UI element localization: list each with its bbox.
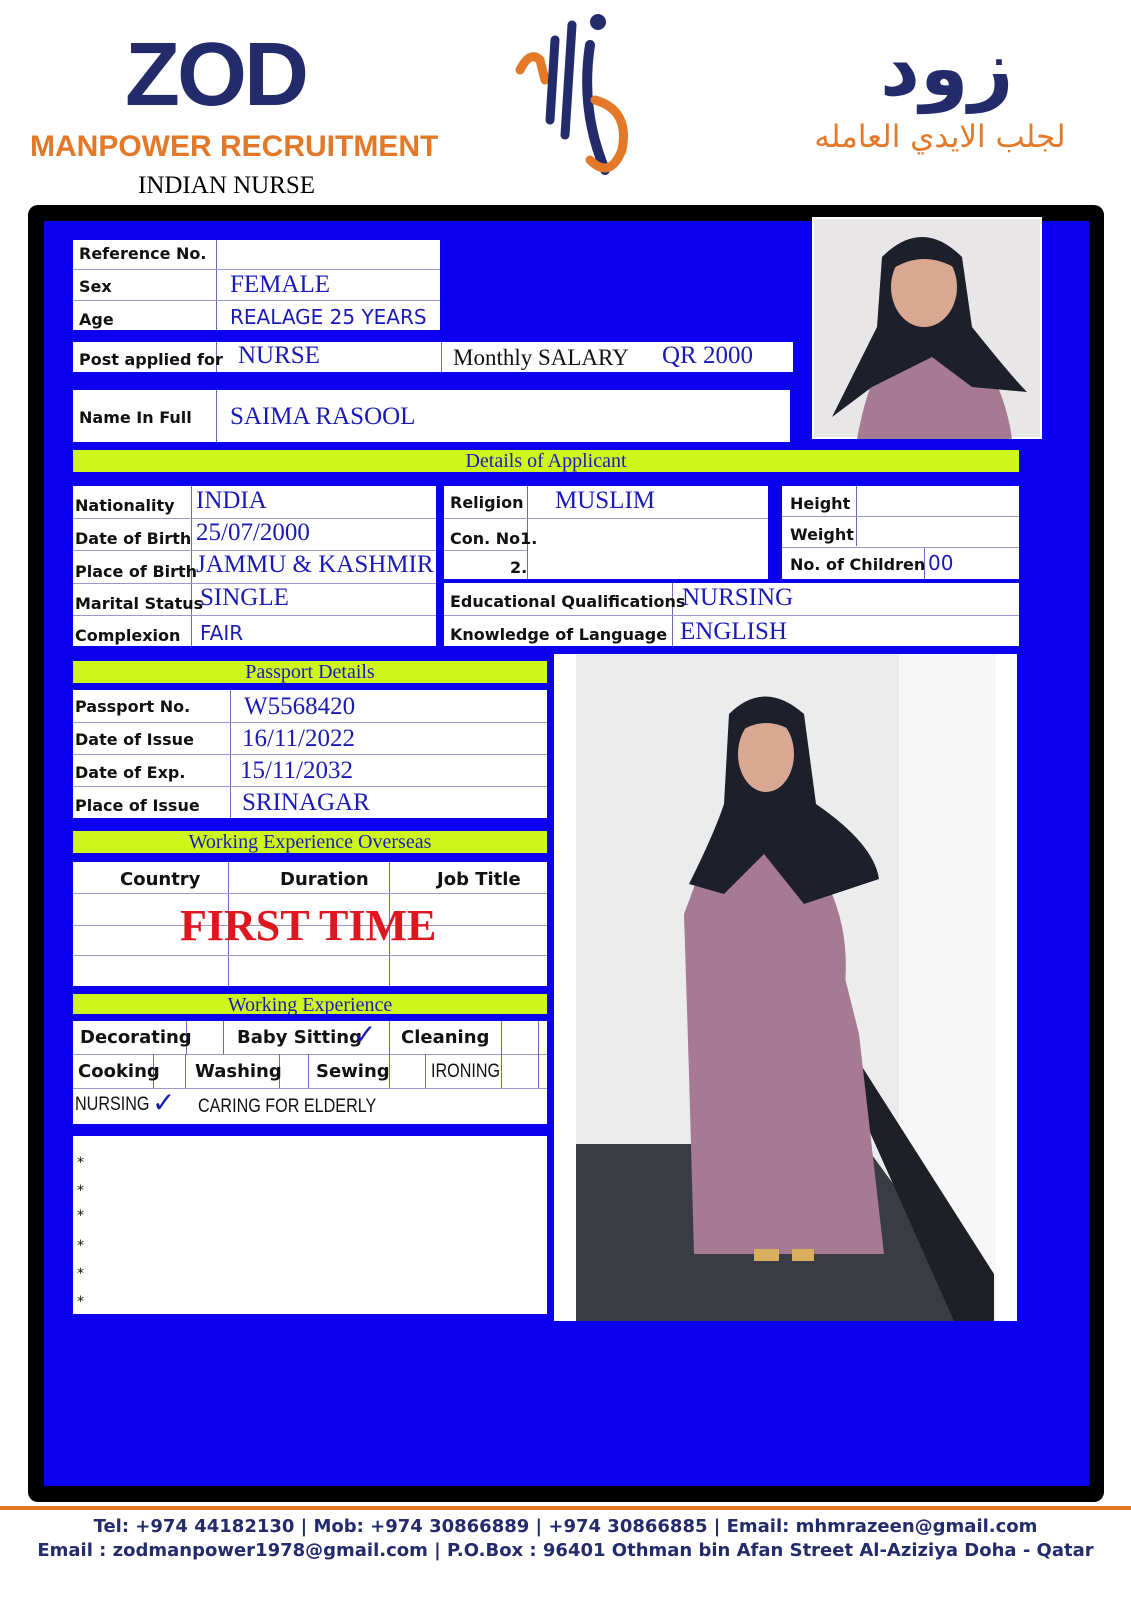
note-bullet: * [77, 1238, 84, 1254]
exp-caring: CARING FOR ELDERLY [198, 1096, 377, 1117]
portrait-photo [812, 217, 1042, 439]
baby-sitting-check-icon: ✓ [353, 1018, 377, 1051]
dob-value: 25/07/2000 [196, 519, 310, 546]
dob-label: Date of Birth [75, 529, 192, 548]
experience-section-title: Working Experience [73, 994, 547, 1014]
height-label: Height [790, 494, 851, 513]
nationality-label: Nationality [75, 496, 175, 515]
exp-nursing: NURSING [75, 1094, 150, 1115]
note-bullet: * [77, 1266, 84, 1282]
issue-place-value: SRINAGAR [242, 789, 370, 816]
passport-no-value: W5568420 [244, 693, 356, 720]
pob-value: JAMMU & KASHMIR [196, 551, 434, 578]
education-value: NURSING [682, 584, 794, 611]
footer-divider [0, 1506, 1131, 1510]
reference-label: Reference No. [79, 244, 207, 263]
exp-cleaning: Cleaning [401, 1027, 490, 1048]
con2-label: 2. [510, 558, 528, 577]
note-bullet: * [77, 1183, 84, 1199]
nationality-value: INDIA [196, 487, 267, 514]
col-country: Country [120, 869, 201, 890]
company-logo-icon [510, 10, 650, 185]
passport-no-label: Passport No. [75, 697, 191, 716]
marital-label: Marital Status [75, 594, 204, 613]
salary-label: Monthly SALARY [453, 345, 629, 370]
brand-title: ZOD [125, 25, 306, 125]
children-value: 00 [928, 551, 954, 575]
age-label: Age [79, 310, 114, 329]
arabic-subtitle: لجلب الايدي العامله [814, 119, 1066, 155]
children-label: No. of Children [790, 555, 926, 574]
marital-value: SINGLE [200, 584, 289, 611]
exp-ironing: IRONING [431, 1061, 501, 1082]
brand-subtitle: MANPOWER RECRUITMENT [30, 130, 439, 163]
arabic-brand: زود [880, 24, 1014, 114]
first-time-note: FIRST TIME [180, 901, 437, 950]
exp-date-value: 15/11/2032 [240, 757, 353, 784]
note-bullet: * [77, 1155, 84, 1171]
col-duration: Duration [280, 869, 369, 890]
con1-label: Con. No1. [450, 529, 538, 548]
education-label: Educational Qualifications [450, 592, 686, 611]
note-bullet: * [77, 1208, 84, 1224]
language-label: Knowledge of Language [450, 625, 668, 644]
exp-washing: Washing [195, 1061, 282, 1082]
complexion-label: Complexion [75, 626, 181, 645]
exp-cooking: Cooking [78, 1061, 160, 1082]
pob-label: Place of Birth [75, 562, 198, 581]
language-value: ENGLISH [680, 618, 787, 645]
full-length-photo [554, 654, 1017, 1321]
complexion-value: FAIR [200, 621, 244, 645]
nursing-check-icon: ✓ [152, 1086, 176, 1119]
exp-sewing: Sewing [316, 1061, 390, 1082]
weight-label: Weight [790, 525, 854, 544]
footer-address: Email : zodmanpower1978@gmail.com | P.O.Box : 96401 Othman bin Afan Street Al-Aziziya Doha - Qatar [37, 1540, 1094, 1561]
note-bullet: * [77, 1294, 84, 1310]
overseas-section-title: Working Experience Overseas [73, 831, 547, 853]
exp-baby-sitting: Baby Sitting [237, 1027, 362, 1048]
col-job-title: Job Title [437, 869, 521, 890]
exp-date-label: Date of Exp. [75, 763, 186, 782]
details-section-title: Details of Applicant [73, 450, 1019, 472]
issue-date-label: Date of Issue [75, 730, 194, 749]
age-value: REALAGE 25 YEARS [230, 305, 427, 329]
religion-value: MUSLIM [555, 487, 656, 514]
sex-value: FEMALE [230, 271, 330, 298]
sex-label: Sex [79, 277, 112, 296]
salary-value: QR 2000 [662, 342, 753, 369]
notes-box [73, 1136, 547, 1314]
issue-place-label: Place of Issue [75, 796, 200, 815]
religion-label: Religion [450, 493, 524, 512]
exp-decorating: Decorating [80, 1027, 192, 1048]
name-label: Name In Full [79, 408, 192, 427]
post-label: Post applied for [79, 350, 223, 369]
document-type: INDIAN NURSE [138, 172, 316, 199]
name-value: SAIMA RASOOL [230, 403, 416, 430]
passport-section-title: Passport Details [73, 661, 547, 683]
footer-contact: Tel: +974 44182130 | Mob: +974 30866889 | +974 30866885 | Email: mhmrazeen@gmail.com [93, 1516, 1038, 1537]
issue-date-value: 16/11/2022 [242, 725, 355, 752]
post-value: NURSE [238, 342, 320, 369]
